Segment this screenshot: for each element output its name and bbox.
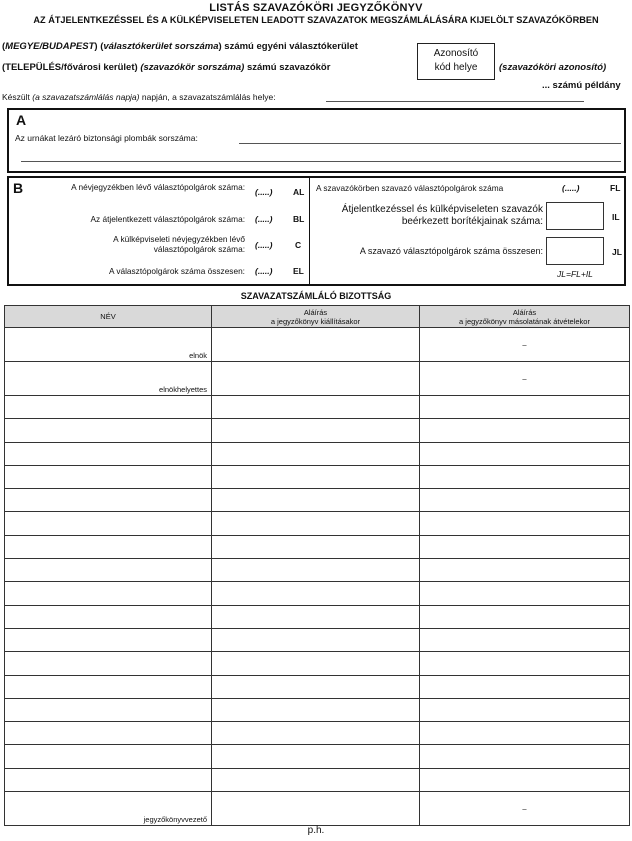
copy-cell[interactable] [420,698,630,721]
role-chair[interactable]: elnök [5,328,212,362]
envelopes-label: Átjelentkezéssel és külképviseleten szavazók beérkezett borítékjainak száma: [341,204,543,227]
copy-cell[interactable] [420,442,630,465]
total-voted-input[interactable] [546,237,604,265]
made-line: Készült (a szavazatszámlálás napja) napján, a szavazatszámlálás helye: [2,92,276,102]
id-code-label: Azonosító kód helye [433,48,479,73]
sign-cell[interactable] [212,362,420,396]
sign-cell[interactable] [212,582,420,605]
name-cell[interactable] [5,442,212,465]
formula: JL=FL+IL [557,269,593,279]
code-c: C [295,240,302,250]
copy-cell[interactable] [420,489,630,512]
stamp-place: p.h. [307,825,325,836]
copy-cell[interactable] [420,652,630,675]
copy-cell[interactable] [420,745,630,768]
section-a-letter: A [16,112,27,128]
name-cell[interactable] [5,535,212,558]
name-cell[interactable] [5,512,212,535]
sign-cell[interactable] [212,465,420,488]
name-cell[interactable] [5,652,212,675]
abroad-voters-value[interactable]: (.....) [255,240,273,250]
id-code-box [417,43,495,80]
name-cell[interactable] [5,768,212,791]
code-bl: BL [293,214,305,224]
sign-cell[interactable] [212,675,420,698]
sign-cell[interactable] [212,535,420,558]
total-voted-label: A szavazó választópolgárok száma összesen: [359,246,543,256]
sign-cell[interactable] [212,396,420,419]
col-name: NÉV [5,306,212,328]
section-a [7,108,626,173]
name-cell[interactable] [5,559,212,582]
committee-table [4,305,630,826]
copy-cell[interactable] [420,559,630,582]
sign-cell[interactable] [212,652,420,675]
registered-voters-value[interactable]: (.....) [255,187,273,197]
copy-cell[interactable] [420,535,630,558]
name-cell[interactable] [5,698,212,721]
transferred-voters-label: Az átjelentkezett választópolgárok száma: [90,214,245,224]
form-title: LISTÁS SZAVAZÓKÖRI JEGYZŐKÖNYV [209,2,423,14]
name-cell[interactable] [5,419,212,442]
seal-numbers-line-2[interactable] [21,161,621,162]
sign-cell[interactable] [212,419,420,442]
copy-cell[interactable] [420,512,630,535]
copy-cell[interactable] [420,396,630,419]
voted-precinct-value[interactable]: (.....) [562,183,580,193]
copy-cell[interactable] [420,465,630,488]
sign-cell[interactable] [212,489,420,512]
copy-cell[interactable] [420,419,630,442]
precinct-id: (szavazóköri azonosító) [499,62,607,73]
role-vice-chair[interactable]: elnökhelyettes [5,362,212,396]
copy-cell[interactable] [420,722,630,745]
copy-cell[interactable] [420,605,630,628]
name-cell[interactable] [5,745,212,768]
col-sign-copy: Aláírás a jegyzőkönyv másolatának átvételekor [420,306,630,328]
copy-cell[interactable] [420,582,630,605]
col-sign-issue: Aláírás a jegyzőkönyv kiállításakor [212,306,420,328]
copy-cell[interactable] [420,628,630,651]
code-jl: JL [612,247,622,257]
name-cell[interactable] [5,722,212,745]
code-el: EL [293,266,304,276]
copy-cell[interactable] [420,675,630,698]
precinct-line: (TELEPÜLÉS/fővárosi kerület) (szavazókör sorszáma) számú szavazókör [2,62,331,73]
name-cell[interactable] [5,396,212,419]
seal-numbers-line-1[interactable] [239,143,621,144]
sign-cell[interactable] [212,628,420,651]
sign-cell[interactable] [212,328,420,362]
copy-dash: – [420,362,630,396]
sign-cell[interactable] [212,512,420,535]
sign-cell[interactable] [212,698,420,721]
name-cell[interactable] [5,605,212,628]
voted-precinct-label: A szavazókörben szavazó választópolgárok száma [316,183,504,193]
copy-number: ... számú példány [542,80,621,91]
code-al: AL [293,187,305,197]
sign-cell[interactable] [212,722,420,745]
sign-cell[interactable] [212,559,420,582]
name-cell[interactable] [5,582,212,605]
copy-dash: – [420,792,630,826]
district-line: (MEGYE/BUDAPEST) (választókerület sorszáma) számú egyéni választókerület [2,41,358,52]
envelopes-input[interactable] [546,202,604,230]
sign-cell[interactable] [212,768,420,791]
total-voters-value[interactable]: (.....) [255,266,273,276]
registered-voters-label: A névjegyzékben lévő választópolgárok száma: [71,182,245,192]
sign-cell[interactable] [212,745,420,768]
committee-title: SZAVAZATSZÁMLÁLÓ BIZOTTSÁG [240,291,392,301]
code-fl: FL [610,183,621,193]
section-b-divider [309,178,310,284]
name-cell[interactable] [5,675,212,698]
copy-dash: – [420,328,630,362]
name-cell[interactable] [5,628,212,651]
transferred-voters-value[interactable]: (.....) [255,214,273,224]
name-cell[interactable] [5,465,212,488]
section-b-letter: B [13,180,24,196]
sign-cell[interactable] [212,605,420,628]
copy-cell[interactable] [420,768,630,791]
place-fill-line[interactable] [326,101,584,102]
role-clerk[interactable]: jegyzőkönyvvezető [5,792,212,826]
total-voters-label: A választópolgárok száma összesen: [108,266,245,276]
form-subtitle: AZ ÁTJELENTKEZÉSSEL ÉS A KÜLKÉPVISELETEN LEADOTT SZAVAZATOK MEGSZÁMLÁLÁSÁRA KIJELÖLT SZAVAZÓKÖRBEN [33,15,599,25]
code-il: IL [612,212,620,222]
seal-numbers-label: Az urnákat lezáró biztonsági plombák sorszáma: [15,133,198,143]
section-b [7,176,626,286]
abroad-voters-label: A külképviseleti névjegyzékben lévő választópolgárok száma: [113,234,245,254]
sign-cell[interactable] [212,442,420,465]
sign-cell[interactable] [212,792,420,826]
name-cell[interactable] [5,489,212,512]
